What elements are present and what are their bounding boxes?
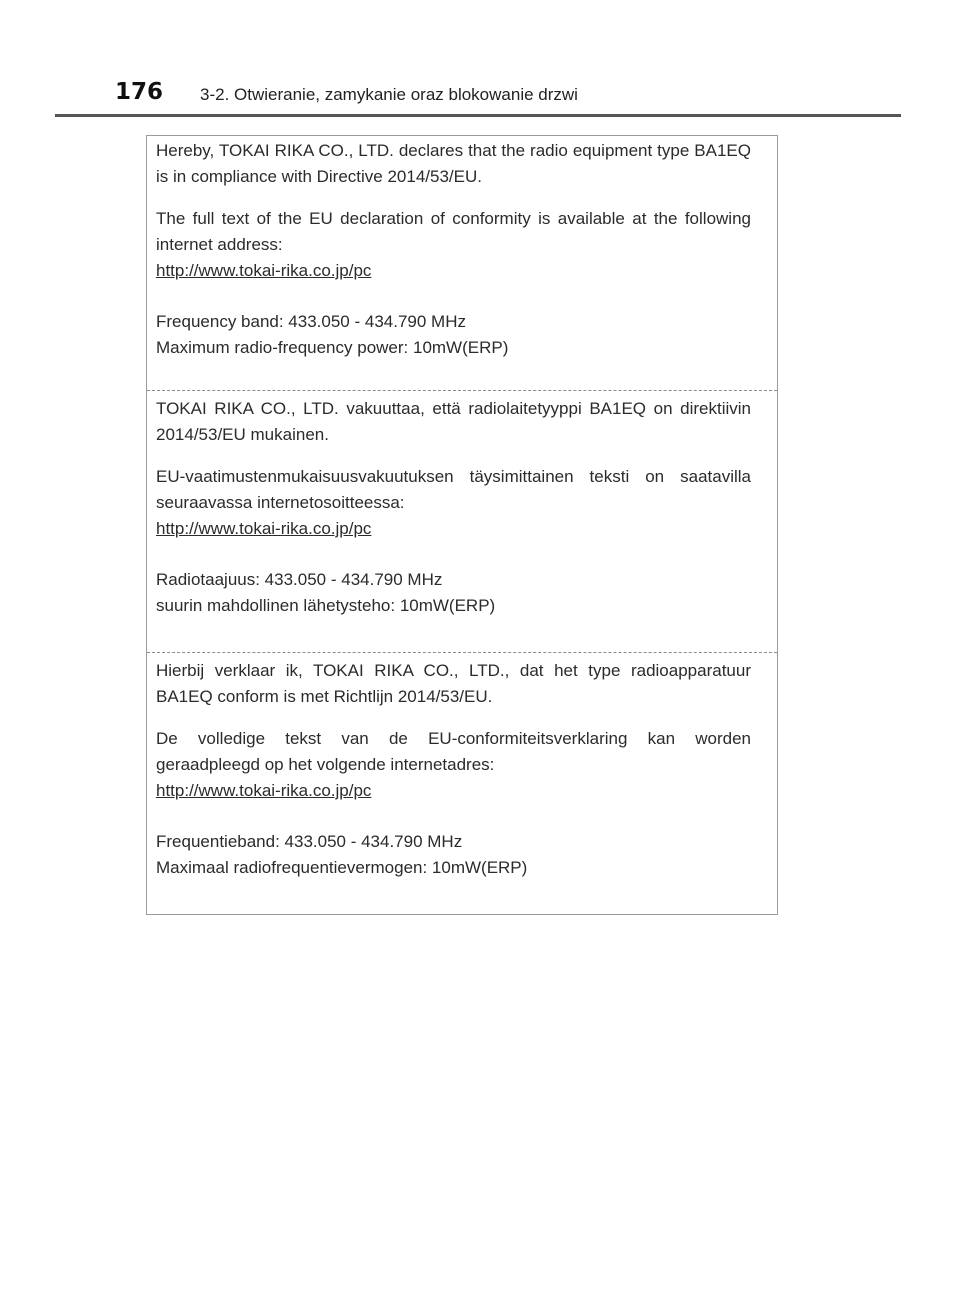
page-number: 176 xyxy=(115,79,164,105)
declaration-statement: TOKAI RIKA CO., LTD. vakuuttaa, että radiolaitetyyppi BA1EQ on direktiivin 2014/53/EU mukainen. xyxy=(156,399,751,444)
section-title: 3-2. Otwieranie, zamykanie oraz blokowanie drzwi xyxy=(200,85,578,104)
declaration-availability: EU-vaatimustenmukaisuusvakuutuksen täysimittainen teksti on saatavilla seuraavassa internetosoitteessa: xyxy=(156,467,751,512)
frequency-band: Radiotaajuus: 433.050 - 434.790 MHz xyxy=(156,570,443,589)
section-divider xyxy=(147,652,777,653)
declaration-statement: Hereby, TOKAI RIKA CO., LTD. declares that the radio equipment type BA1EQ is in compliance with Directive 2014/53/EU. xyxy=(156,141,751,186)
declaration-statement: Hierbij verklaar ik, TOKAI RIKA CO., LTD., dat het type radioapparatuur BA1EQ conform is met Richtlijn 2014/53/EU. xyxy=(156,661,751,706)
declaration-availability: De volledige tekst van de EU-conformiteitsverklaring kan worden geraadpleegd op het volgende internetadres: xyxy=(156,729,751,774)
declaration-availability: The full text of the EU declaration of conformity is available at the following internet address: xyxy=(156,209,751,254)
declaration-box xyxy=(146,135,778,915)
declaration-url-link[interactable]: http://www.tokai-rika.co.jp/pc xyxy=(156,261,372,280)
section-divider xyxy=(147,390,777,391)
frequency-band: Frequency band: 433.050 - 434.790 MHz xyxy=(156,312,466,331)
declaration-section-finnish xyxy=(147,396,777,619)
declaration-url-link[interactable]: http://www.tokai-rika.co.jp/pc xyxy=(156,519,372,538)
max-power: suurin mahdollinen lähetysteho: 10mW(ERP) xyxy=(156,596,496,615)
declaration-url-link[interactable]: http://www.tokai-rika.co.jp/pc xyxy=(156,781,372,800)
frequency-band: Frequentieband: 433.050 - 434.790 MHz xyxy=(156,832,463,851)
max-power: Maximum radio-frequency power: 10mW(ERP) xyxy=(156,338,509,357)
declaration-section-dutch xyxy=(147,658,777,881)
max-power: Maximaal radiofrequentievermogen: 10mW(ERP) xyxy=(156,858,528,877)
page-header xyxy=(55,78,901,117)
declaration-section-english xyxy=(147,138,777,361)
